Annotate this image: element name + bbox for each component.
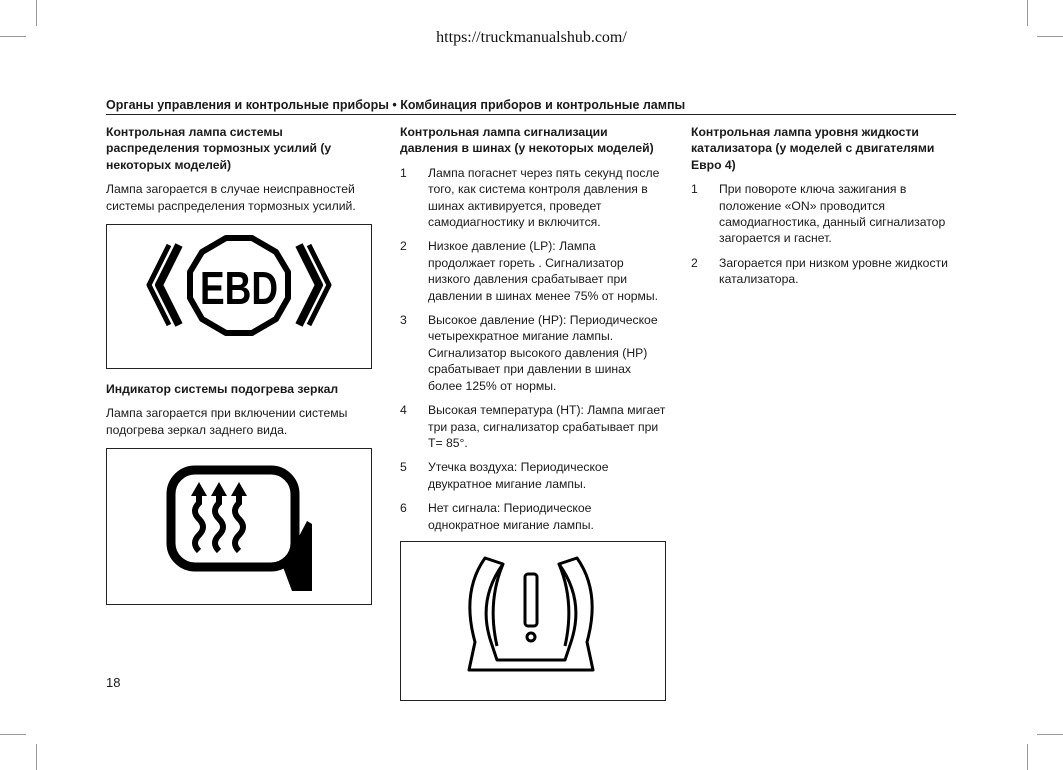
source-url[interactable]: https://truckmanualshub.com/ xyxy=(436,29,627,46)
crop-mark xyxy=(1027,744,1028,770)
tire-pressure-icon xyxy=(401,542,665,700)
column-catalyst xyxy=(691,124,957,296)
tire-pressure-list xyxy=(400,165,666,533)
page-number: 18 xyxy=(106,675,121,690)
column-tire-pressure xyxy=(400,124,666,701)
ebd-icon-label: EBD xyxy=(200,262,278,315)
section-header: Органы управления и контрольные приборы • Комбинация приборов и контрольные лампы xyxy=(106,98,956,115)
ebd-description: Лампа загорается в случае неисправностей системы распределения тормозных усилий. xyxy=(106,182,356,213)
crop-mark xyxy=(36,0,37,26)
ebd-warning-icon xyxy=(107,225,371,368)
catalyst-list xyxy=(691,181,957,287)
list-item: 5 Утечка воздуха: Периодическое двукратное мигание лампы. xyxy=(400,460,609,491)
list-item: 2 Низкое давление (LP): Лампа продолжает гореть . Сигнализатор низкого давления срабатывает при давлении в шинах менее 75% от нормы. xyxy=(400,239,659,303)
mirror-heater-heading: Индикатор системы подогрева зеркал xyxy=(106,382,339,397)
mirror-heater-icon xyxy=(107,449,371,604)
mirror-heater-description: Лампа загорается при включении системы подогрева зеркал заднего вида. xyxy=(106,406,348,437)
list-item: 3 Высокое давление (HP): Периодическое четырехкратное мигание лампы. Сигнализатор высокого давления (HP) срабатывает при давлении в шинах более 125% от нормы. xyxy=(400,313,658,393)
tire-icon-box xyxy=(400,541,666,701)
ebd-icon-box xyxy=(106,224,372,369)
mirror-icon-box xyxy=(106,448,372,605)
list-item: 2 Загорается при низком уровне жидкости катализатора. xyxy=(691,255,948,287)
column-ebd-mirror xyxy=(106,124,372,605)
ebd-heading: Контрольная лампа системы распределения тормозных усилий (у некоторых моделей) xyxy=(106,125,332,172)
list-item: 6 Нет сигнала: Периодическое однократное мигание лампы. xyxy=(400,501,594,532)
list-item: 4 Высокая температура (HT): Лампа мигает три раза, сигнализатор срабатывает при T= 85°. xyxy=(400,403,666,450)
crop-mark xyxy=(1037,734,1063,735)
tire-pressure-heading: Контрольная лампа сигнализации давления в шинах (у некоторых моделей) xyxy=(400,125,654,156)
crop-mark xyxy=(1027,0,1028,26)
list-item: 1 Лампа погаснет через пять секунд после того, как система контроля давления в шинах активируется, проведет самодиагностику и включится. xyxy=(400,165,660,230)
crop-mark xyxy=(36,744,37,770)
list-item: 1 При повороте ключа зажигания в положение «ON» проводится самодиагностика, данный сигнализатор загорается и гаснет. xyxy=(691,182,946,246)
crop-mark xyxy=(0,734,26,735)
catalyst-heading: Контрольная лампа уровня жидкости катализатора (у моделей с двигателями Евро 4) xyxy=(691,125,935,172)
